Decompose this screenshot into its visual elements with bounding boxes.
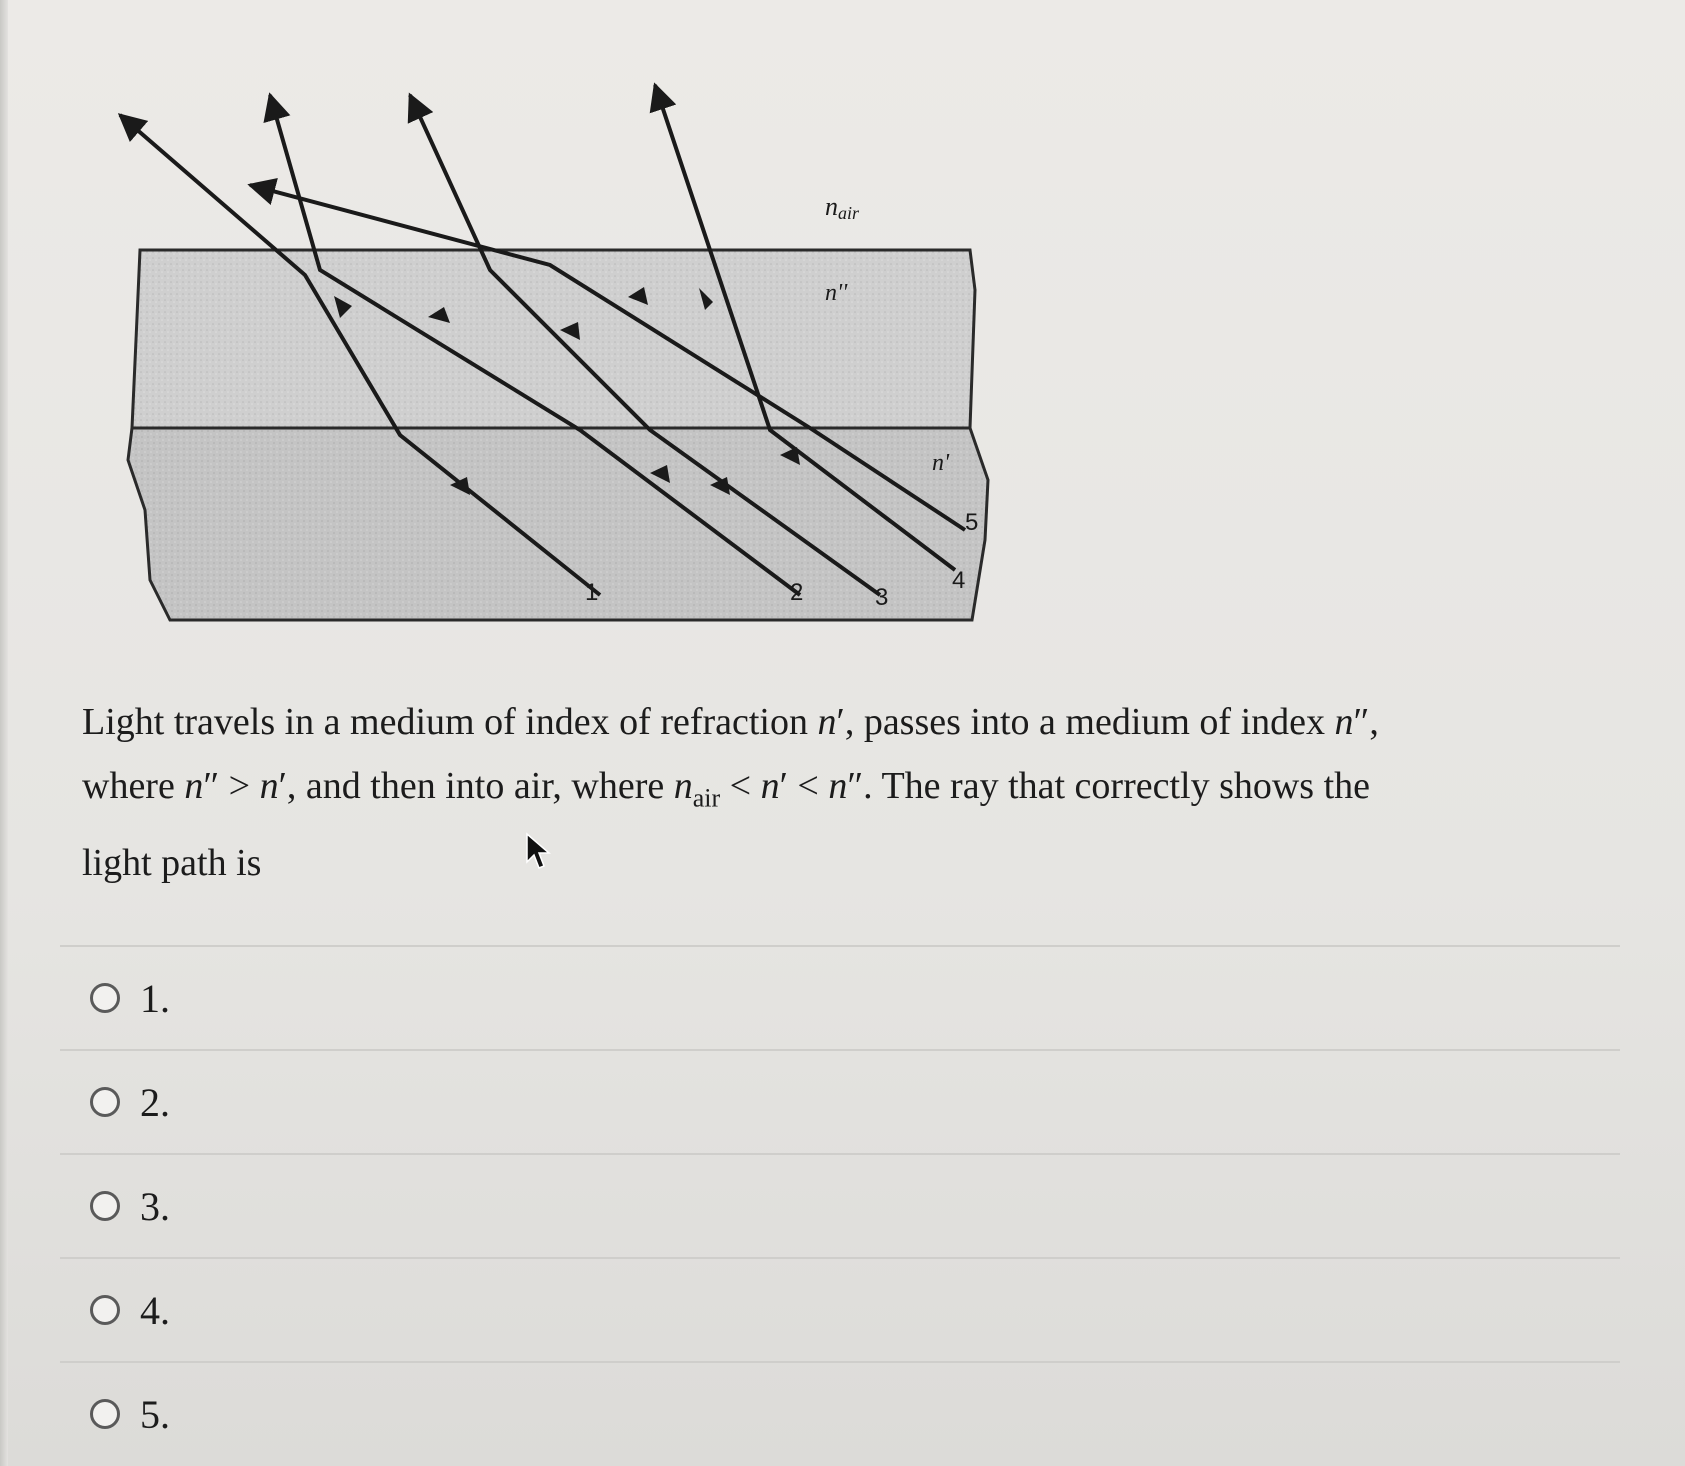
ray-number-5: 5 xyxy=(965,509,979,536)
refraction-diagram xyxy=(110,40,1030,650)
ray-number-4: 4 xyxy=(952,567,966,594)
option-label: 4. xyxy=(140,1287,170,1333)
answer-option-2[interactable] xyxy=(60,1049,1620,1153)
medium-n-double-prime xyxy=(132,250,975,428)
ray-number-1: 1 xyxy=(585,579,599,606)
radio-button[interactable] xyxy=(90,1087,120,1117)
radio-button[interactable] xyxy=(90,1191,120,1221)
answer-option-4[interactable] xyxy=(60,1257,1620,1361)
option-label: 5. xyxy=(140,1391,170,1437)
answer-option-5[interactable] xyxy=(60,1361,1620,1465)
answer-option-3[interactable] xyxy=(60,1153,1620,1257)
question-text xyxy=(82,690,1602,895)
ray-number-2: 2 xyxy=(790,579,804,606)
question-line-2: where n″ > n′, and then into air, where $n_{air} < n' < n''$. The ray that correctly shows the xyxy=(82,765,1371,813)
ray-number-3: 3 xyxy=(875,584,889,611)
radio-button[interactable] xyxy=(90,983,120,1013)
option-label: 1. xyxy=(140,975,170,1021)
label-n-prime: n' xyxy=(932,450,950,476)
answer-option-1[interactable] xyxy=(60,945,1620,1049)
medium-n-prime xyxy=(128,428,988,620)
radio-button[interactable] xyxy=(90,1399,120,1429)
option-label: 2. xyxy=(140,1079,170,1125)
screen-edge xyxy=(0,0,8,1466)
question-line-3: light path is xyxy=(82,841,262,884)
answer-options xyxy=(60,945,1620,1465)
label-n-double-prime: n'' xyxy=(825,280,848,306)
option-label: 3. xyxy=(140,1183,170,1229)
label-n-air: nair xyxy=(825,192,860,223)
mouse-pointer-icon xyxy=(525,832,555,874)
question-line-1: Light travels in a medium of index of refraction n′, passes into a medium of index n″, xyxy=(82,701,1379,743)
radio-button[interactable] xyxy=(90,1295,120,1325)
